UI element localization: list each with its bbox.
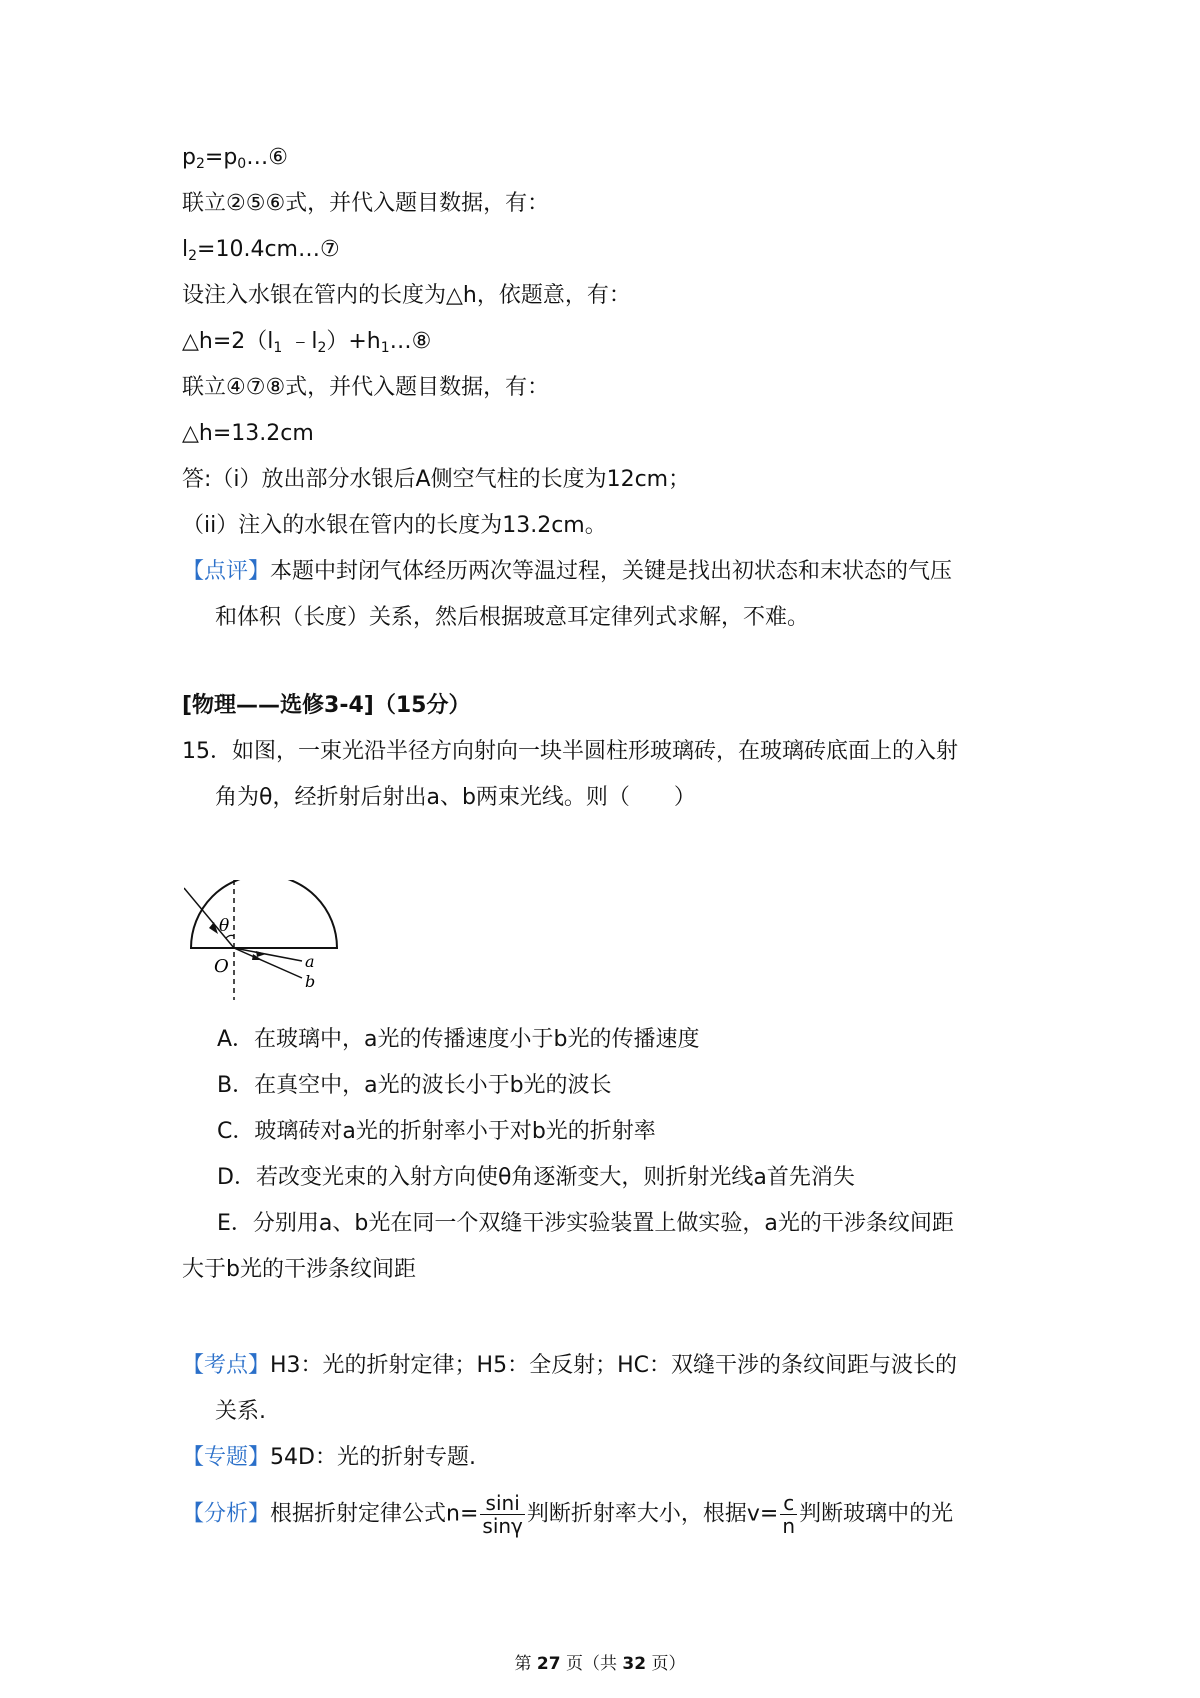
answer-line: 答:（i）放出部分水银后A侧空气柱的长度为12cm； xyxy=(182,467,691,492)
ray-b-label: b xyxy=(305,972,316,991)
fenxi-tag: 【分析】 xyxy=(182,1501,271,1527)
origin-label: O xyxy=(214,956,229,977)
zhuanti-tag: 【专题】 xyxy=(182,1445,271,1470)
option-a: A．在玻璃中，a光的传播速度小于b光的传播速度 xyxy=(217,1027,700,1052)
fenxi: 【分析】根据折射定律公式n= $\frac{\sin i}{\sin\gamma}$ 判断折射率大小，根据v= $\frac{c}{n}$ 判断玻璃中的光 xyxy=(182,1491,954,1538)
page-footer: 第 27 页（共 32 页） xyxy=(514,1654,686,1674)
text-line: 联立②⑤⑥式，并代入题目数据，有： xyxy=(182,191,550,216)
option-c: C．玻璃砖对a光的折射率小于对b光的折射率 xyxy=(217,1119,656,1144)
question-15-cont: 角为θ，经折射后射出a、b两束光线。则（ ） xyxy=(215,785,696,810)
fraction-n: $\frac{\sin i}{\sin\gamma}$ xyxy=(482,1491,523,1538)
option-e: E．分别用a、b光在同一个双缝干涉实验装置上做实验，a光的干涉条纹间距 xyxy=(217,1211,954,1236)
eq-delta-h: $\triangle h=2(l_1$ $﹣l_2)+h_1\dots ⑧$ xyxy=(182,329,432,356)
eq-result: △h=13.2cm xyxy=(182,421,314,446)
zhuanti: 【专题】54D：光的折射专题. xyxy=(182,1445,476,1470)
fraction-v: $\frac{c}{n}$ xyxy=(782,1491,796,1538)
text-line: 设注入水银在管内的长度为△h，依题意，有： xyxy=(182,283,631,308)
comment-cont: 和体积（长度）关系，然后根据玻意耳定律列式求解，不难。 xyxy=(215,605,810,630)
answer-line: （ii）注入的水银在管内的长度为13.2cm。 xyxy=(182,513,607,538)
question-15: 15．如图，一束光沿半径方向射向一块半圆柱形玻璃砖，在玻璃砖底面上的入射 xyxy=(182,739,958,764)
text-line: 联立④⑦⑧式，并代入题目数据，有： xyxy=(182,375,550,400)
theta-label: θ xyxy=(219,916,230,936)
ray-a-arrow xyxy=(256,951,266,957)
option-b: B．在真空中，a光的波长小于b光的波长 xyxy=(217,1073,612,1098)
semicircle xyxy=(191,880,337,948)
ray-a xyxy=(234,948,302,961)
section-title: [物理——选修3-4]（15分） xyxy=(182,693,471,718)
comment: 【点评】本题中封闭气体经历两次等温过程，关键是找出初状态和末状态的气压 xyxy=(182,559,953,584)
comment-tag: 【点评】 xyxy=(182,559,271,584)
kaodian-tag: 【考点】 xyxy=(182,1353,271,1378)
eq-l2: $l_2=10.4cm\dots ⑦$ xyxy=(182,237,340,264)
option-d: D．若改变光束的入射方向使θ角逐渐变大，则折射光线a首先消失 xyxy=(217,1165,855,1190)
eq-p2: $p_2=p_0\dots ⑥$ xyxy=(182,145,288,172)
kaodian: 【考点】H3：光的折射定律；H5：全反射；HC：双缝干涉的条纹间距与波长的 xyxy=(182,1353,958,1378)
kaodian-cont: 关系. xyxy=(215,1399,266,1424)
option-e-cont: 大于b光的干涉条纹间距 xyxy=(182,1257,416,1282)
ray-b xyxy=(234,948,302,978)
semicircle-diagram xyxy=(184,880,344,1000)
ray-a-label: a xyxy=(305,952,315,971)
